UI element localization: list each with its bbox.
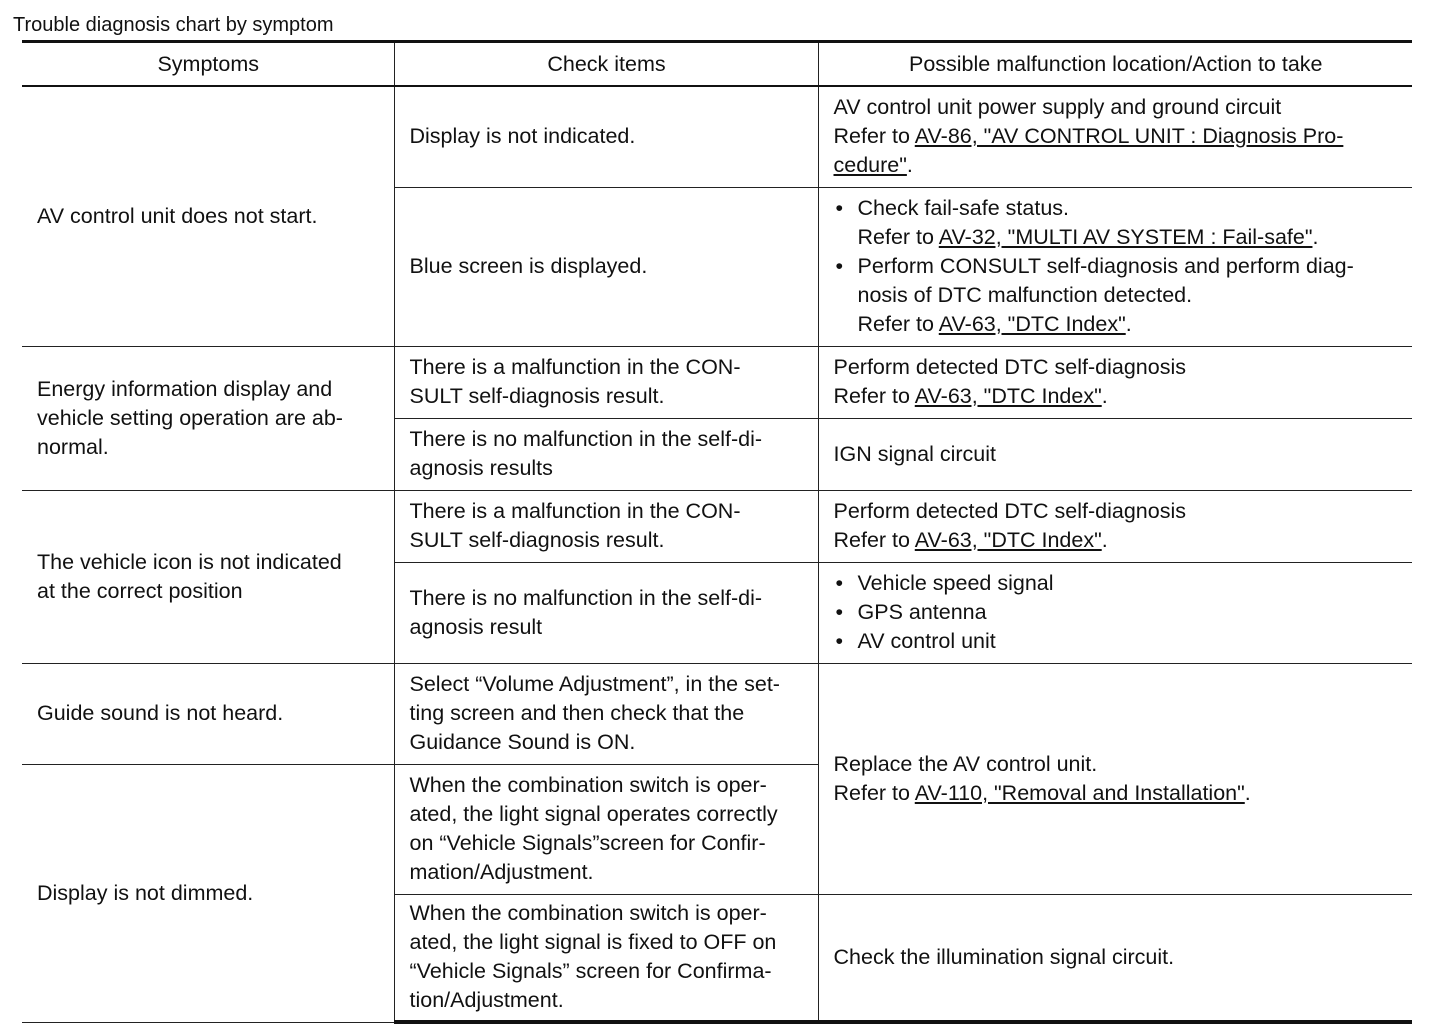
header-row <box>22 42 1412 87</box>
reference-link[interactable]: AV-63, "DTC Index" <box>914 384 1102 408</box>
period: . <box>906 153 913 178</box>
check-item-cell: Blue screen is displayed. <box>394 187 818 346</box>
refer-text: Refer to <box>833 780 915 805</box>
check-item-cell: There is a malfunction in the CON- SULT self-diagnosis result. <box>394 490 818 562</box>
reference-link[interactable]: AV-32, "MULTI AV SYSTEM : Fail-safe" <box>938 225 1313 249</box>
bullet-text: • Perform CONSULT self-diagnosis and perform diag- nosis of DTC malfunction detected. <box>857 254 1354 307</box>
table-row <box>22 490 1412 562</box>
reference-link[interactable]: AV-63, "DTC Index" <box>914 528 1102 552</box>
header-symptoms: Symptoms <box>22 42 394 87</box>
trouble-diagnosis-table <box>22 40 1412 1024</box>
check-item-cell: There is a malfunction in the CON- SULT self-diagnosis result. <box>394 346 818 418</box>
action-cell <box>818 187 1412 346</box>
refer-text: Refer to <box>857 225 939 249</box>
table-row <box>22 663 1412 764</box>
action-bullet-list <box>834 194 1399 339</box>
check-item-cell: When the combination switch is oper- ated, the light signal is fixed to OFF on “Vehicle Signals” screen for Confirma- tion/Adjustment. <box>394 894 818 1022</box>
check-item-cell: Select “Volume Adjustment”, in the set- ting screen and then check that the Guidance Sound is ON. <box>394 663 818 764</box>
action-text: Replace the AV control unit. <box>833 751 1098 776</box>
period: . <box>1101 528 1108 552</box>
period: . <box>1244 780 1251 805</box>
reference-link[interactable]: AV-63, "DTC Index" <box>938 312 1126 336</box>
table-row <box>22 86 1412 187</box>
action-cell <box>818 663 1412 894</box>
list-item <box>834 252 1399 339</box>
action-cell <box>818 346 1412 418</box>
reference-link[interactable]: AV-86, "AV CONTROL UNIT : Diagnosis Pro- cedure" <box>833 124 1344 178</box>
action-bullet-list <box>834 569 1399 656</box>
check-item-cell: There is no malfunction in the self-di- agnosis result <box>394 562 818 663</box>
list-item: • GPS antenna <box>834 598 1399 627</box>
symptom-cell: Guide sound is not heard. <box>22 663 394 764</box>
symptom-cell: AV control unit does not start. <box>22 86 394 346</box>
action-text: Perform detected DTC self-diagnosis <box>833 499 1187 523</box>
list-item: • AV control unit <box>834 627 1399 656</box>
action-cell <box>818 86 1412 187</box>
action-cell <box>818 490 1412 562</box>
action-cell <box>818 562 1412 663</box>
header-check-items: Check items <box>394 42 818 87</box>
refer-text: Refer to <box>857 312 939 336</box>
action-cell: IGN signal circuit <box>818 418 1412 490</box>
period: . <box>1312 225 1319 249</box>
symptom-cell: Display is not dimmed. <box>22 764 394 1022</box>
list-item <box>834 194 1399 252</box>
check-item-cell: When the combination switch is oper- ated, the light signal operates correctly on “Vehicle Signals”screen for Confir- mation/Adjustment. <box>394 764 818 894</box>
action-text: AV control unit power supply and ground circuit <box>833 95 1282 120</box>
list-item: • Vehicle speed signal <box>834 569 1399 598</box>
symptom-cell: Energy information display and vehicle setting operation are ab- normal. <box>22 346 394 490</box>
period: . <box>1101 384 1108 408</box>
table-row <box>22 346 1412 418</box>
header-action: Possible malfunction location/Action to take <box>818 42 1412 87</box>
check-item-cell: There is no malfunction in the self-di- agnosis results <box>394 418 818 490</box>
refer-text: Refer to <box>833 528 915 552</box>
action-text: Perform detected DTC self-diagnosis <box>833 355 1187 379</box>
bullet-text: • Check fail-safe status. <box>857 196 1070 220</box>
reference-link[interactable]: AV-110, "Removal and Installation" <box>914 780 1245 805</box>
action-cell: Check the illumination signal circuit. <box>818 894 1412 1022</box>
refer-text: Refer to <box>833 384 915 408</box>
check-item-cell: Display is not indicated. <box>394 86 818 187</box>
symptom-cell: The vehicle icon is not indicated at the correct position <box>22 490 394 663</box>
refer-text: Refer to <box>833 124 915 149</box>
chart-caption: Trouble diagnosis chart by symptom <box>13 14 334 36</box>
period: . <box>1125 312 1132 336</box>
